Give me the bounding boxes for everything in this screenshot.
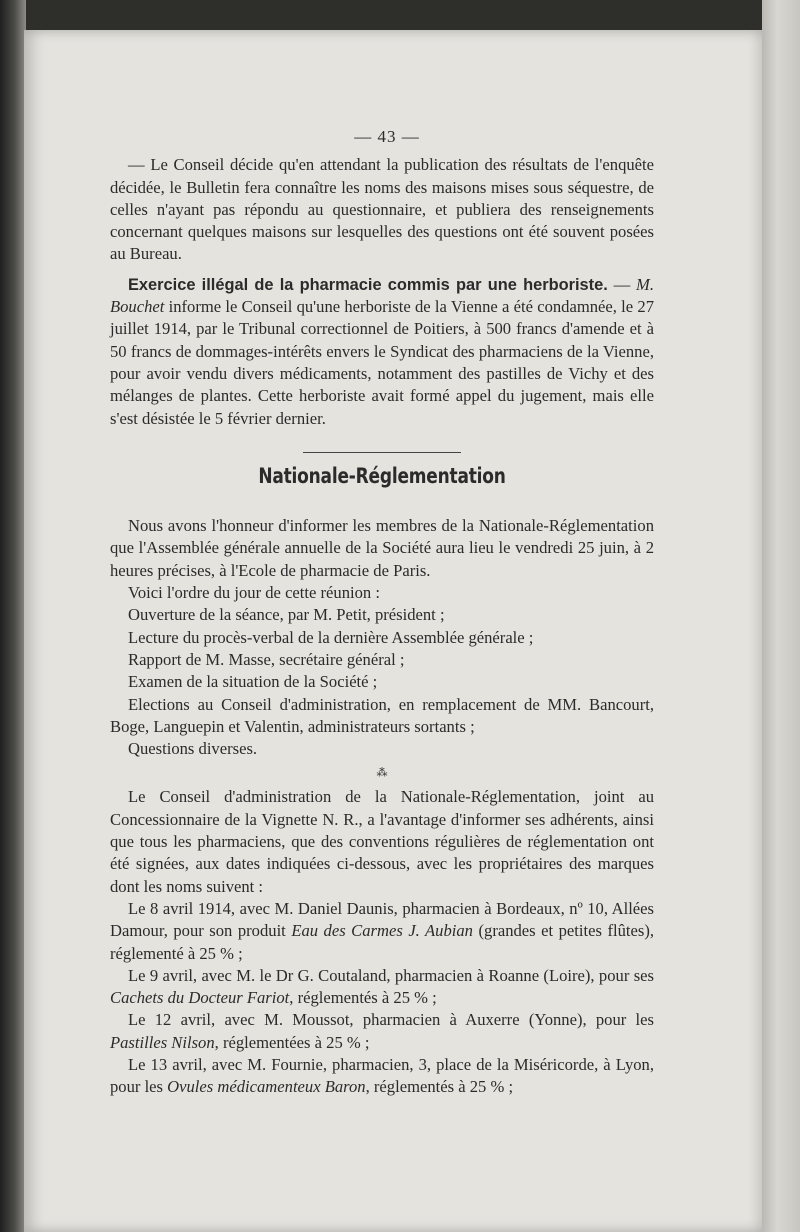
product-name: Eau des Carmes J. Aubian bbox=[291, 921, 473, 941]
convention-text: Le 8 avril 1914, avec M. Daniel Daunis, pharmacien à Bordeaux, nº 10, Allées Damour, pour son produit bbox=[110, 898, 654, 941]
convention-item bbox=[110, 898, 654, 965]
convention-text: , réglementés à 25 % ; bbox=[365, 1077, 514, 1097]
convention-text: Le 13 avril, avec M. Fournie, pharmacien, 3, place de la Miséricorde, à Lyon, pour les bbox=[110, 1054, 654, 1097]
convention-text: , réglementées à 25 % ; bbox=[214, 1032, 370, 1052]
agenda-item: Questions diverses. bbox=[128, 739, 258, 759]
asterism-separator: ⁂ bbox=[376, 767, 388, 780]
agenda-item: Examen de la situation de la Société ; bbox=[128, 672, 378, 692]
section-title: Nationale-Réglementation bbox=[258, 464, 506, 490]
convention-text: Le 9 avril, avec M. le Dr G. Coutaland, pharmacien à Roanne (Loire), pour ses bbox=[128, 965, 654, 985]
product-name: Pastilles Nilson bbox=[110, 1032, 215, 1052]
scan-background-top bbox=[0, 0, 800, 30]
convention-text: (grandes et petites flûtes), réglementé à 25 % ; bbox=[110, 921, 654, 963]
paragraph-assemblee: Nous avons l'honneur d'informer les membres de la Nationale-Réglementation que l'Assemblée générale annuelle de la Société aura lieu le vendredi 25 juin, à 2 heures précises, à l'Ecole de pharmacie de Paris. bbox=[110, 516, 654, 580]
book-spine-edge bbox=[0, 0, 26, 1232]
agenda-item: Ouverture de la séance, par M. Petit, président ; bbox=[128, 605, 445, 625]
paragraph-heading: Exercice illégal de la pharmacie commis par une herboriste. bbox=[128, 275, 608, 294]
convention-text: , réglementés à 25 % ; bbox=[289, 988, 437, 1008]
agenda-item: Lecture du procès-verbal de la dernière Assemblée générale ; bbox=[128, 627, 534, 647]
product-name: Ovules médicamenteux Baron bbox=[167, 1077, 366, 1097]
heading-dash: — bbox=[607, 274, 631, 294]
agenda-item: Elections au Conseil d'administration, en remplacement de MM. Bancourt, Boge, Languepin et Valentin, administrateurs sortants ; bbox=[110, 694, 654, 736]
convention-item bbox=[110, 965, 654, 1010]
agenda-list bbox=[110, 582, 654, 760]
page-right-edge bbox=[762, 0, 800, 1232]
product-name: Cachets du Docteur Fariot bbox=[110, 988, 290, 1008]
paragraph-conseil: — Le Conseil décide qu'en attendant la publication des résultats de l'enquête décidée, le Bulletin fera connaître les noms des maisons mises sous séquestre, de celles n'ayant pas répondu au questionnaire, et publiera des renseignements concernant quelques maisons sur lesquelles des questions ont été souvent posées au Bureau. bbox=[110, 155, 654, 264]
section-divider bbox=[303, 452, 461, 453]
page-number: — 43 — bbox=[354, 127, 420, 146]
page-content bbox=[110, 126, 654, 1099]
agenda-item: Voici l'ordre du jour de cette réunion : bbox=[128, 583, 380, 603]
paragraph-body: informe le Conseil qu'une herboriste de la Vienne a été condamnée, le 27 juillet 1914, par le Tribunal correctionnel de Poitiers, à 500 francs d'amende et à 50 francs de dommages-intérêts envers le Syndicat des pharmaciens de la Vienne, pour avoir vendu divers médicaments, notamment des pastilles de Vichy et des mélanges de plantes. Cette herboriste avait formé appel du jugement, mais elle s'est désistée le 5 février dernier. bbox=[110, 297, 654, 428]
paragraph-herboriste bbox=[110, 274, 654, 430]
agenda-item: Rapport de M. Masse, secrétaire général ; bbox=[128, 649, 405, 669]
person-name: M. Bouchet bbox=[110, 274, 655, 317]
convention-item bbox=[110, 1054, 654, 1099]
convention-text: Le 12 avril, avec M. Moussot, pharmacien à Auxerre (Yonne), pour les bbox=[128, 1010, 654, 1030]
paragraph-conventions: Le Conseil d'administration de la Nationale-Réglementation, joint au Concessionnaire de la Vignette N. R., a l'avantage d'informer ses adhérents, ainsi que tous les pharmaciens, que des conventions régulières de réglementation ont été signées, aux dates indiquées ci-dessous, avec les propriétaires des marques dont les noms suivent : bbox=[110, 787, 654, 896]
convention-item bbox=[110, 1009, 654, 1054]
